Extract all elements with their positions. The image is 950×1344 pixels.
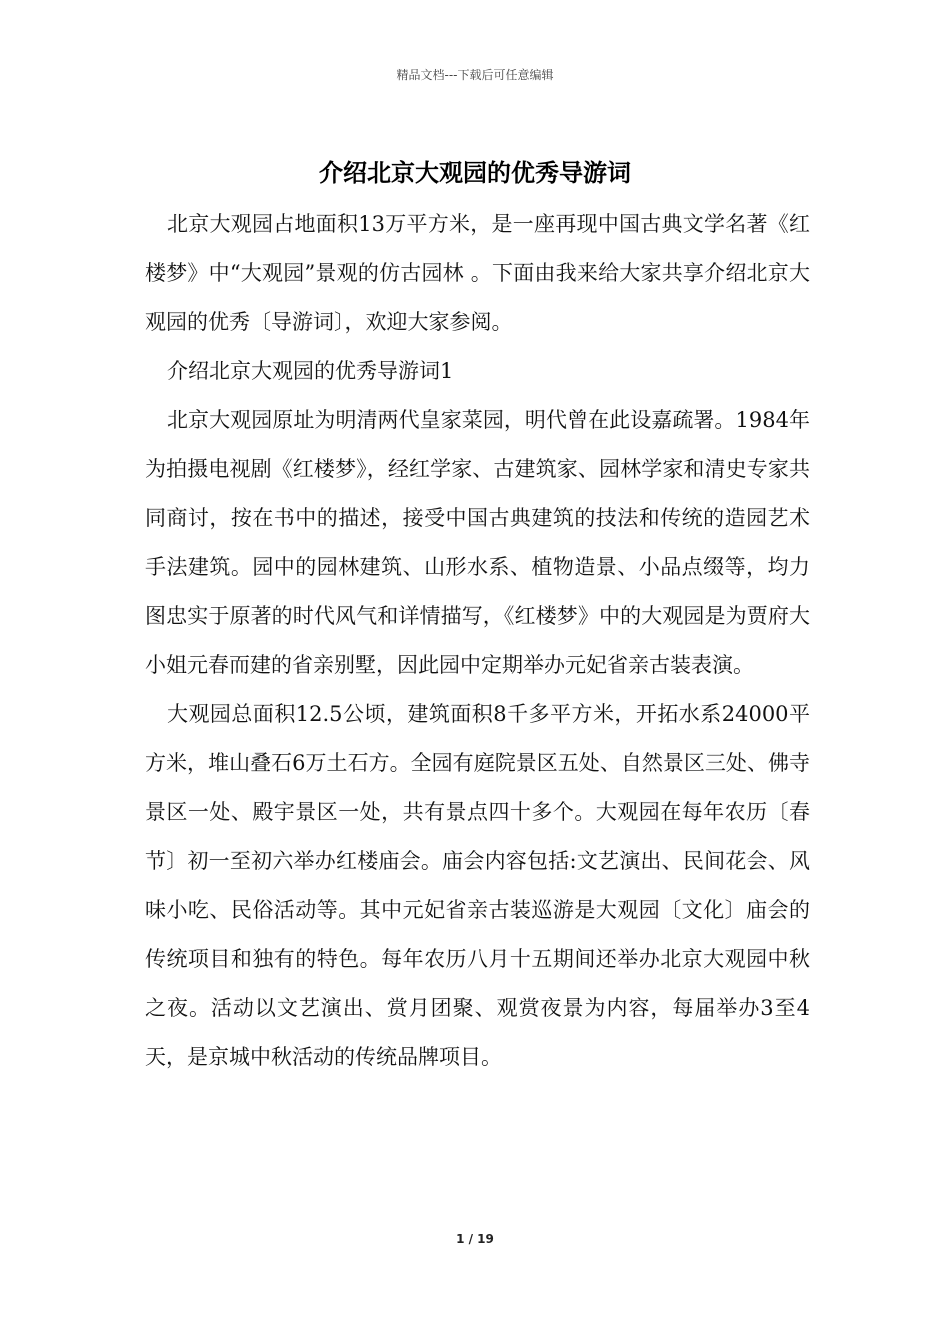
body-paragraph-2: 大观园总面积12.5公顷，建筑面积8千多平方米，开拓水系24000平方米，堆山叠石6万土石方。全园有庭院景区五处、自然景区三处、佛寺景区一处、殿宇景区一处，共有景点四十多个。大观园在每年农历〔春节〕初一至初六举办红楼庙会。庙会内容包括:文艺演出、民间花会、风味小吃、民俗活动等。其中元妃省亲古装巡游是大观园〔文化〕庙会的传统项目和独有的特色。每年农历八月十五期间还举办北京大观园中秋之夜。活动以文艺演出、赏月团聚、观赏夜景为内容，每届举办3至4天，是京城中秋活动的传统品牌项目。 [145, 702, 810, 1069]
body-paragraph-1: 北京大观园原址为明清两代皇家菜园，明代曾在此设嘉疏署。1984年为拍摄电视剧《红楼梦》，经红学家、古建筑家、园林学家和清史专家共同商讨，按在书中的描述，接受中国古典建筑的技法和传统的造园艺术手法建筑。园中的园林建筑、山形水系、植物造景、小品点缀等，均力图忠实于原著的时代风气和详情描写，《红楼梦》中的大观园是为贾府大小姐元春而建的省亲别墅，因此园中定期举办元妃省亲古装表演。 [145, 408, 810, 677]
page-header: 精品文档---下载后可任意编辑 [396, 68, 554, 82]
intro-paragraph: 北京大观园占地面积13万平方米，是一座再现中国古典文学名著《红楼梦》中“大观园”景观的仿古园林 。下面由我来给大家共享介绍北京大观园的优秀〔导游词〕，欢迎大家参阅。 [145, 212, 810, 334]
page-number: 1 / 19 [456, 1232, 494, 1246]
document-body [145, 200, 810, 1082]
section-subheading: 介绍北京大观园的优秀导游词1 [167, 359, 454, 383]
document-title: 介绍北京大观园的优秀导游词 [319, 159, 631, 187]
